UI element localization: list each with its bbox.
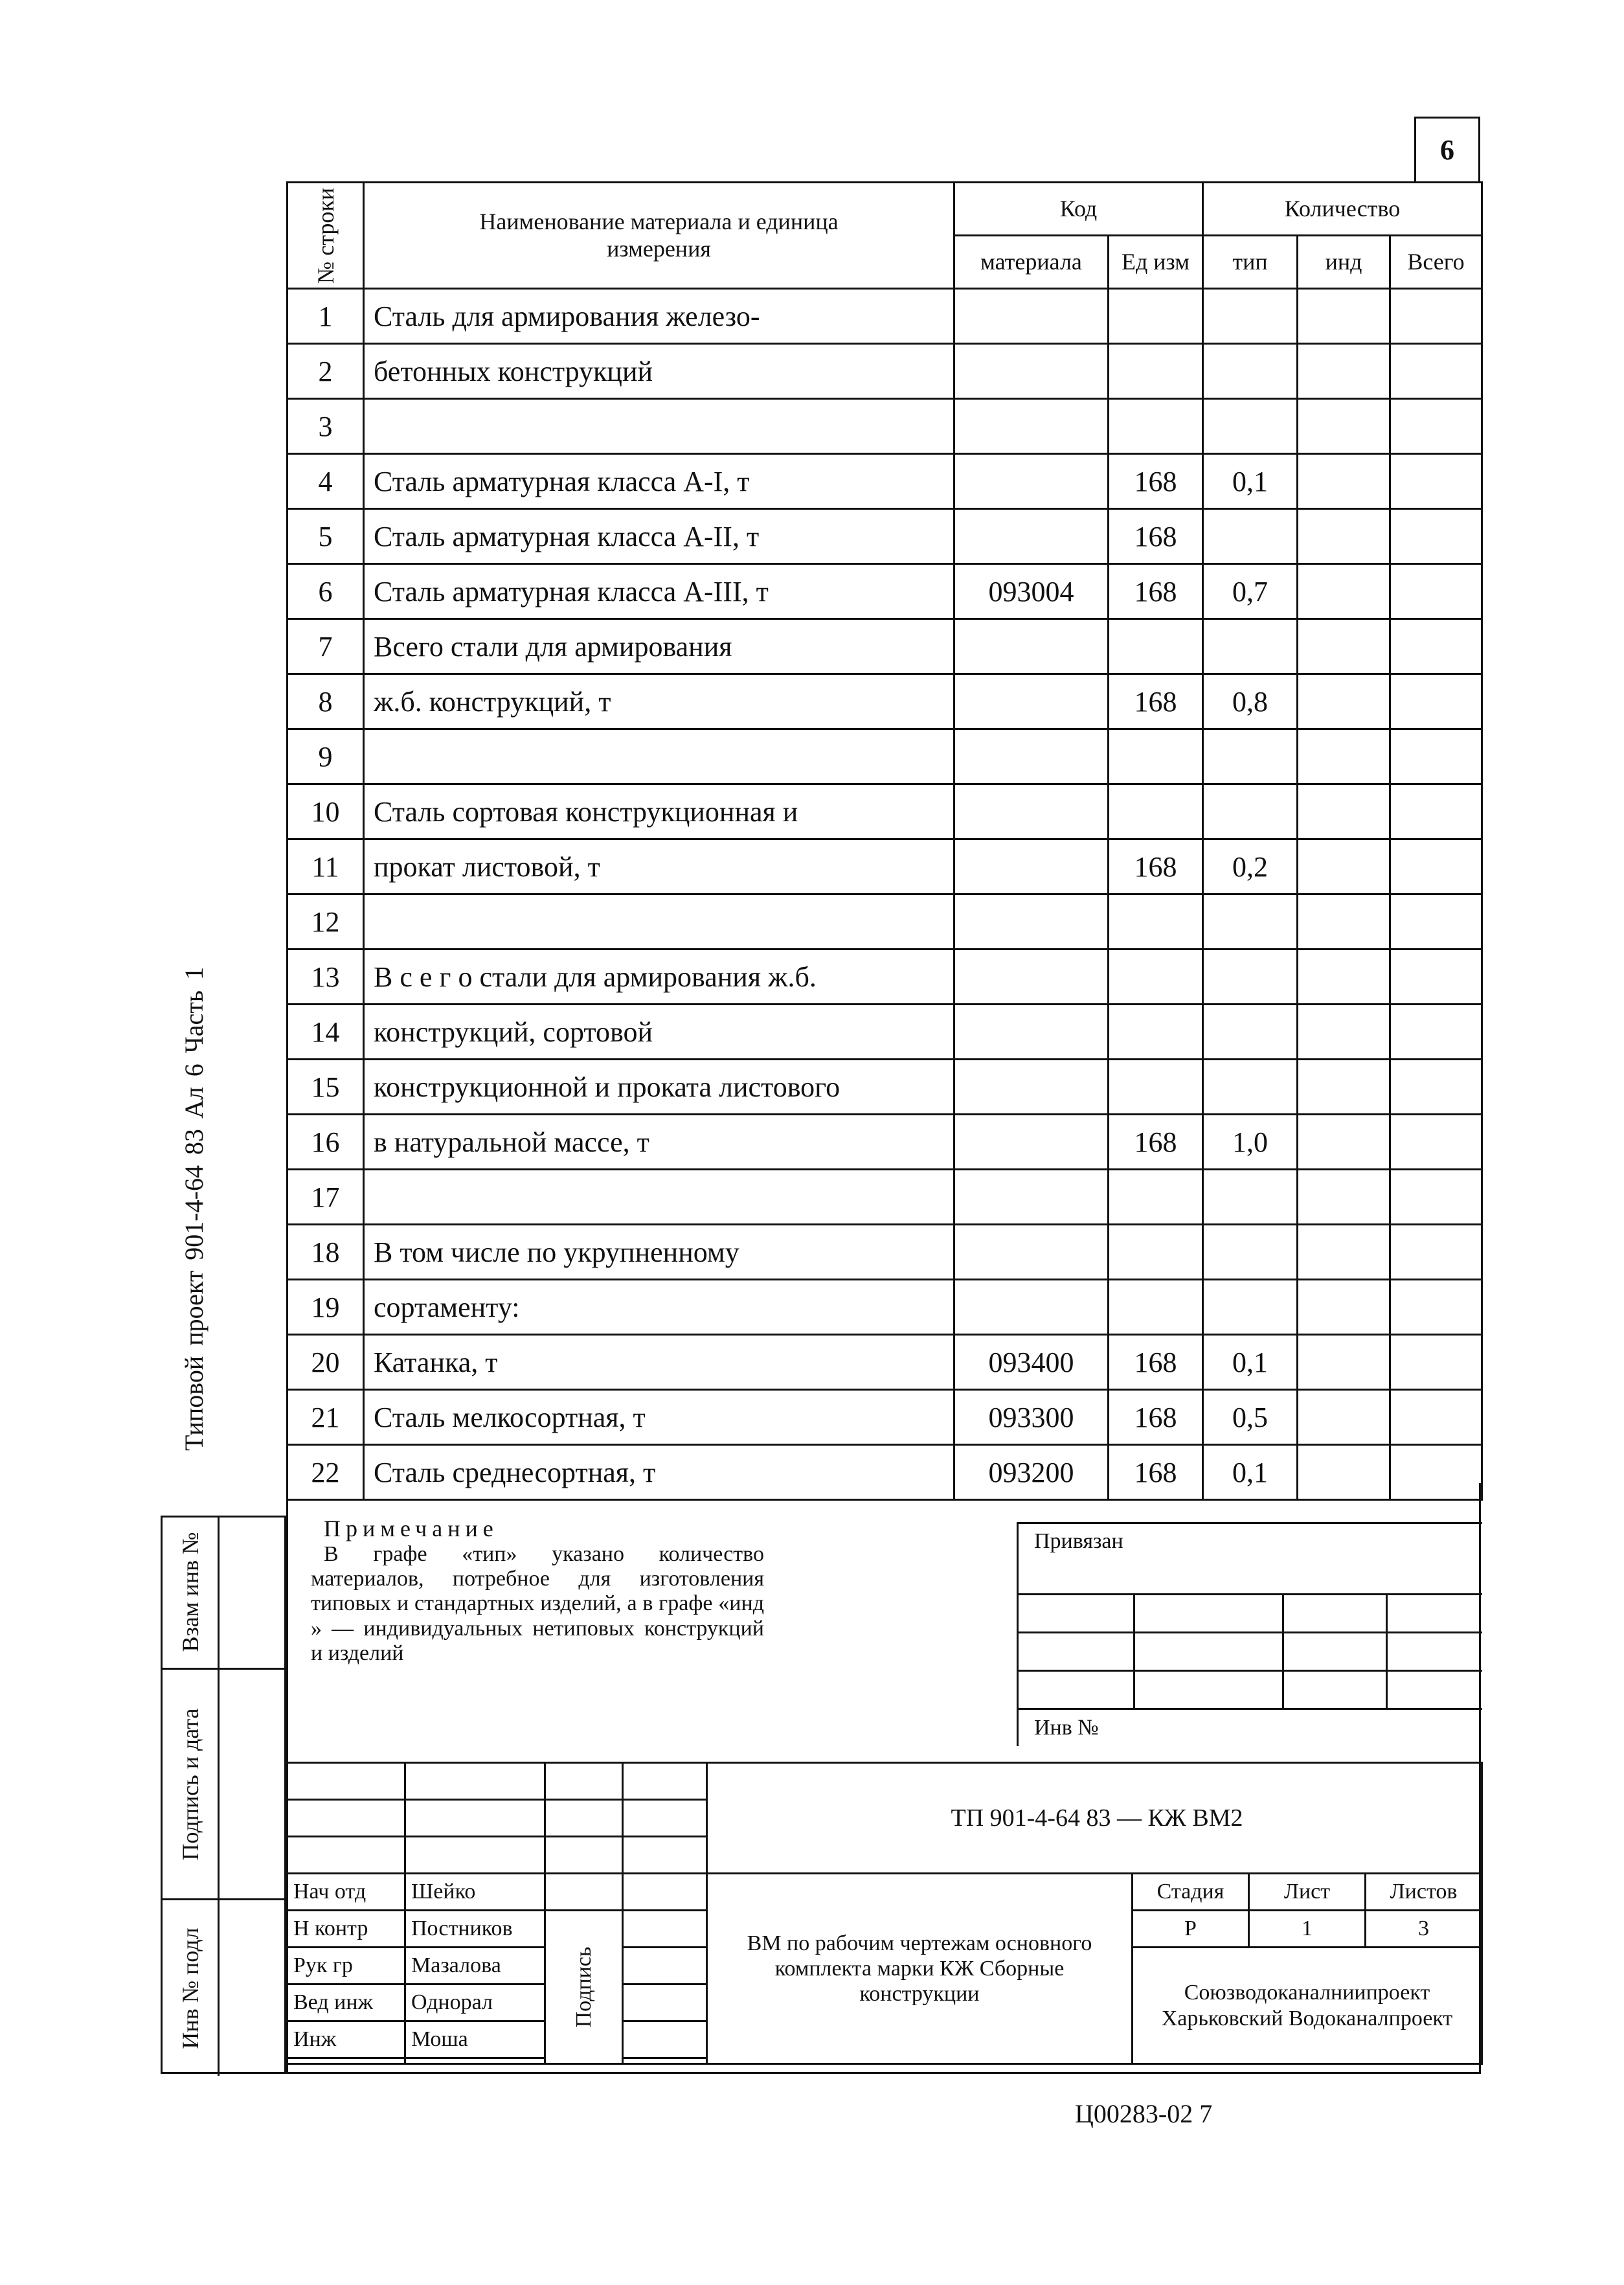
row-unit-code: 168 xyxy=(1109,839,1203,894)
table-row xyxy=(288,839,1482,894)
header-ind: инд xyxy=(1298,236,1390,289)
strip-inv-podl-label: Инв № подл xyxy=(177,1927,203,2049)
row-number: 14 xyxy=(288,1005,364,1060)
row-total xyxy=(1390,289,1482,344)
table-row xyxy=(288,1060,1482,1115)
row-tip xyxy=(1203,1170,1298,1225)
table-row xyxy=(288,289,1482,344)
row-material-code xyxy=(954,784,1109,839)
row-total xyxy=(1390,894,1482,949)
table-row xyxy=(288,674,1482,729)
signature-column xyxy=(545,1911,623,2064)
row-name xyxy=(364,894,954,949)
row-total xyxy=(1390,1225,1482,1280)
row-ind xyxy=(1298,1170,1390,1225)
row-name: конструкций, сортовой xyxy=(364,1005,954,1060)
row-ind xyxy=(1298,1005,1390,1060)
row-material-code xyxy=(954,1060,1109,1115)
row-material-code xyxy=(954,894,1109,949)
row-ind xyxy=(1298,454,1390,509)
row-tip xyxy=(1203,729,1298,784)
organization: Союзводоканалниипроект Харьковский Водоканалпроект xyxy=(1133,1948,1482,2064)
row-tip: 0,2 xyxy=(1203,839,1298,894)
table-row xyxy=(288,1335,1482,1390)
header-row-no-text: № строки xyxy=(312,187,339,284)
row-number: 7 xyxy=(288,619,364,674)
row-number: 13 xyxy=(288,949,364,1005)
row-ind xyxy=(1298,344,1390,399)
row-tip xyxy=(1203,1005,1298,1060)
row-unit-code: 168 xyxy=(1109,1335,1203,1390)
row-ind xyxy=(1298,1390,1390,1445)
row-material-code xyxy=(954,674,1109,729)
note xyxy=(311,1516,764,1666)
row-number: 11 xyxy=(288,839,364,894)
row-unit-code: 168 xyxy=(1109,454,1203,509)
row-total xyxy=(1390,1335,1482,1390)
row-name: ж.б. конструкций, т xyxy=(364,674,954,729)
row-total xyxy=(1390,1280,1482,1335)
person-0: Шейко xyxy=(405,1874,545,1911)
row-number: 16 xyxy=(288,1115,364,1170)
row-number: 20 xyxy=(288,1335,364,1390)
strip-podpis-data-label: Подпись и дата xyxy=(177,1708,203,1860)
role-1: Н контр xyxy=(288,1911,405,1948)
table-row xyxy=(288,1390,1482,1445)
row-name: Сталь арматурная класса А-I, т xyxy=(364,454,954,509)
row-material-code xyxy=(954,1115,1109,1170)
row-name: Сталь арматурная класса А-III, т xyxy=(364,564,954,619)
row-tip xyxy=(1203,344,1298,399)
row-ind xyxy=(1298,619,1390,674)
person-2: Мазалова xyxy=(405,1948,545,1984)
row-unit-code xyxy=(1109,1225,1203,1280)
row-total xyxy=(1390,674,1482,729)
row-unit-code xyxy=(1109,784,1203,839)
header-tip: тип xyxy=(1203,236,1298,289)
row-number: 8 xyxy=(288,674,364,729)
sheets-label: Листов xyxy=(1366,1874,1482,1911)
row-tip xyxy=(1203,619,1298,674)
row-tip: 0,5 xyxy=(1203,1390,1298,1445)
table-row xyxy=(288,784,1482,839)
row-name: В с е г о стали для армирования ж.б. xyxy=(364,949,954,1005)
row-unit-code: 168 xyxy=(1109,509,1203,564)
row-name: Сталь мелкосортная, т xyxy=(364,1390,954,1445)
table-row xyxy=(288,344,1482,399)
sheet-value: 1 xyxy=(1249,1911,1366,1948)
header-code: Код xyxy=(954,183,1203,236)
row-tip xyxy=(1203,509,1298,564)
row-material-code: 093200 xyxy=(954,1445,1109,1500)
row-unit-code xyxy=(1109,1005,1203,1060)
row-tip xyxy=(1203,1225,1298,1280)
row-ind xyxy=(1298,949,1390,1005)
table-row xyxy=(288,564,1482,619)
row-name: Катанка, т xyxy=(364,1335,954,1390)
sheets-value: 3 xyxy=(1366,1911,1482,1948)
header-name: Наименование материала и единица измерения xyxy=(364,183,954,289)
table-row xyxy=(288,1225,1482,1280)
row-material-code: 093300 xyxy=(954,1390,1109,1445)
row-name: В том числе по укрупненному xyxy=(364,1225,954,1280)
row-material-code xyxy=(954,1225,1109,1280)
materials-table xyxy=(286,181,1483,1501)
row-total xyxy=(1390,564,1482,619)
table-row xyxy=(288,1170,1482,1225)
stage-label: Стадия xyxy=(1133,1874,1249,1911)
row-name: Всего стали для армирования xyxy=(364,619,954,674)
person-4: Моша xyxy=(405,2021,545,2058)
strip-podpis-data xyxy=(163,1668,284,1898)
row-material-code xyxy=(954,619,1109,674)
row-total xyxy=(1390,949,1482,1005)
row-ind xyxy=(1298,564,1390,619)
row-unit-code xyxy=(1109,1280,1203,1335)
header-unit: Ед изм xyxy=(1109,236,1203,289)
table-row xyxy=(288,729,1482,784)
row-number: 17 xyxy=(288,1170,364,1225)
row-unit-code: 168 xyxy=(1109,1115,1203,1170)
row-tip: 0,1 xyxy=(1203,454,1298,509)
row-number: 6 xyxy=(288,564,364,619)
table-row xyxy=(288,454,1482,509)
row-unit-code xyxy=(1109,619,1203,674)
strip-vzam xyxy=(163,1516,284,1668)
row-total xyxy=(1390,784,1482,839)
role-4: Инж xyxy=(288,2021,405,2058)
row-ind xyxy=(1298,399,1390,454)
row-total xyxy=(1390,454,1482,509)
row-number: 4 xyxy=(288,454,364,509)
row-ind xyxy=(1298,784,1390,839)
row-number: 3 xyxy=(288,399,364,454)
row-total xyxy=(1390,1060,1482,1115)
row-number: 2 xyxy=(288,344,364,399)
strip-vzam-label: Взам инв № xyxy=(177,1532,203,1652)
row-name: сортаменту: xyxy=(364,1280,954,1335)
row-total xyxy=(1390,509,1482,564)
project-title-text: Типовой проект 901-4-64 83 Ал 6 Часть 1 xyxy=(179,966,209,1451)
row-material-code xyxy=(954,729,1109,784)
row-tip xyxy=(1203,399,1298,454)
row-unit-code xyxy=(1109,729,1203,784)
table-row xyxy=(288,894,1482,949)
row-ind xyxy=(1298,729,1390,784)
row-tip: 0,1 xyxy=(1203,1445,1298,1500)
row-number: 22 xyxy=(288,1445,364,1500)
row-number: 21 xyxy=(288,1390,364,1445)
note-text: В графе «тип» указано количество материалов, потребное для изготовления типовых и стандартных изделий, а в графе «инд » — индивидуальных нетиповых конструкций и изделий xyxy=(311,1541,764,1666)
row-total xyxy=(1390,839,1482,894)
row-ind xyxy=(1298,1060,1390,1115)
person-3: Однорал xyxy=(405,1984,545,2021)
row-ind xyxy=(1298,839,1390,894)
table-row xyxy=(288,619,1482,674)
row-name: конструкционной и проката листового xyxy=(364,1060,954,1115)
row-material-code xyxy=(954,344,1109,399)
table-row xyxy=(288,509,1482,564)
header-row-no xyxy=(288,183,364,289)
title-block xyxy=(286,1762,1483,2065)
row-total xyxy=(1390,729,1482,784)
row-unit-code xyxy=(1109,894,1203,949)
table-row xyxy=(288,949,1482,1005)
role-3: Вед инж xyxy=(288,1984,405,2021)
header-total: Всего xyxy=(1390,236,1482,289)
row-tip xyxy=(1203,1280,1298,1335)
row-material-code xyxy=(954,1280,1109,1335)
role-0: Нач отд xyxy=(288,1874,405,1911)
row-material-code: 093004 xyxy=(954,564,1109,619)
row-tip: 0,8 xyxy=(1203,674,1298,729)
row-ind xyxy=(1298,1280,1390,1335)
page-number: 6 xyxy=(1414,117,1480,181)
row-unit-code: 168 xyxy=(1109,1445,1203,1500)
row-ind xyxy=(1298,1335,1390,1390)
row-number: 5 xyxy=(288,509,364,564)
role-2: Рук гр xyxy=(288,1948,405,1984)
document-code: ТП 901-4-64 83 — КЖ ВМ2 xyxy=(707,1763,1482,1874)
row-material-code xyxy=(954,454,1109,509)
row-material-code xyxy=(954,289,1109,344)
row-tip: 0,7 xyxy=(1203,564,1298,619)
person-1: Постников xyxy=(405,1911,545,1948)
signature-label: Подпись xyxy=(571,1946,596,2028)
row-tip xyxy=(1203,784,1298,839)
left-stamp-strip xyxy=(161,1516,286,2074)
row-material-code xyxy=(954,399,1109,454)
row-total xyxy=(1390,1005,1482,1060)
row-name: Сталь арматурная класса А-II, т xyxy=(364,509,954,564)
row-unit-code xyxy=(1109,949,1203,1005)
row-material-code xyxy=(954,1005,1109,1060)
row-number: 10 xyxy=(288,784,364,839)
row-number: 19 xyxy=(288,1280,364,1335)
row-name xyxy=(364,729,954,784)
row-name: Сталь для армирования железо- xyxy=(364,289,954,344)
row-number: 15 xyxy=(288,1060,364,1115)
row-ind xyxy=(1298,509,1390,564)
row-total xyxy=(1390,1170,1482,1225)
row-number: 12 xyxy=(288,894,364,949)
row-ind xyxy=(1298,1225,1390,1280)
row-number: 1 xyxy=(288,289,364,344)
row-material-code xyxy=(954,839,1109,894)
row-unit-code xyxy=(1109,1170,1203,1225)
row-tip xyxy=(1203,949,1298,1005)
table-row xyxy=(288,1280,1482,1335)
row-name: бетонных конструкций xyxy=(364,344,954,399)
strip-inv-podl xyxy=(163,1898,284,2076)
row-tip xyxy=(1203,894,1298,949)
note-title: Примечание xyxy=(324,1516,499,1541)
privyazan-label: Привязан xyxy=(1018,1523,1482,1595)
row-number: 18 xyxy=(288,1225,364,1280)
row-total xyxy=(1390,344,1482,399)
row-material-code xyxy=(954,1170,1109,1225)
row-tip: 1,0 xyxy=(1203,1115,1298,1170)
row-unit-code xyxy=(1109,1060,1203,1115)
row-unit-code xyxy=(1109,399,1203,454)
table-row xyxy=(288,1005,1482,1060)
row-unit-code xyxy=(1109,289,1203,344)
row-name: в натуральной массе, т xyxy=(364,1115,954,1170)
privyazan-stamp xyxy=(1017,1522,1482,1746)
stage-value: Р xyxy=(1133,1911,1249,1948)
sheet-label: Лист xyxy=(1249,1874,1366,1911)
row-ind xyxy=(1298,1115,1390,1170)
table-row xyxy=(288,399,1482,454)
row-total xyxy=(1390,1115,1482,1170)
document-description: ВМ по рабочим чертежам основного комплекта марки КЖ Сборные конструкции xyxy=(707,1874,1133,2064)
footer-code: Ц00283-02 7 xyxy=(1075,2099,1213,2128)
row-material-code xyxy=(954,949,1109,1005)
header-material: материала xyxy=(954,236,1109,289)
row-tip xyxy=(1203,289,1298,344)
row-material-code: 093400 xyxy=(954,1335,1109,1390)
row-name: Сталь среднесортная, т xyxy=(364,1445,954,1500)
row-name xyxy=(364,399,954,454)
row-name: прокат листовой, т xyxy=(364,839,954,894)
row-total xyxy=(1390,1390,1482,1445)
row-unit-code xyxy=(1109,344,1203,399)
table-row xyxy=(288,1115,1482,1170)
row-total xyxy=(1390,399,1482,454)
row-name xyxy=(364,1170,954,1225)
row-ind xyxy=(1298,674,1390,729)
row-tip: 0,1 xyxy=(1203,1335,1298,1390)
row-unit-code: 168 xyxy=(1109,1390,1203,1445)
header-quantity: Количество xyxy=(1203,183,1482,236)
row-name: Сталь сортовая конструкционная и xyxy=(364,784,954,839)
row-unit-code: 168 xyxy=(1109,674,1203,729)
row-material-code xyxy=(954,509,1109,564)
row-total xyxy=(1390,619,1482,674)
row-ind xyxy=(1298,894,1390,949)
row-ind xyxy=(1298,289,1390,344)
row-unit-code: 168 xyxy=(1109,564,1203,619)
row-tip xyxy=(1203,1060,1298,1115)
privyazan-inv: Инв № xyxy=(1018,1709,1482,1747)
row-number: 9 xyxy=(288,729,364,784)
